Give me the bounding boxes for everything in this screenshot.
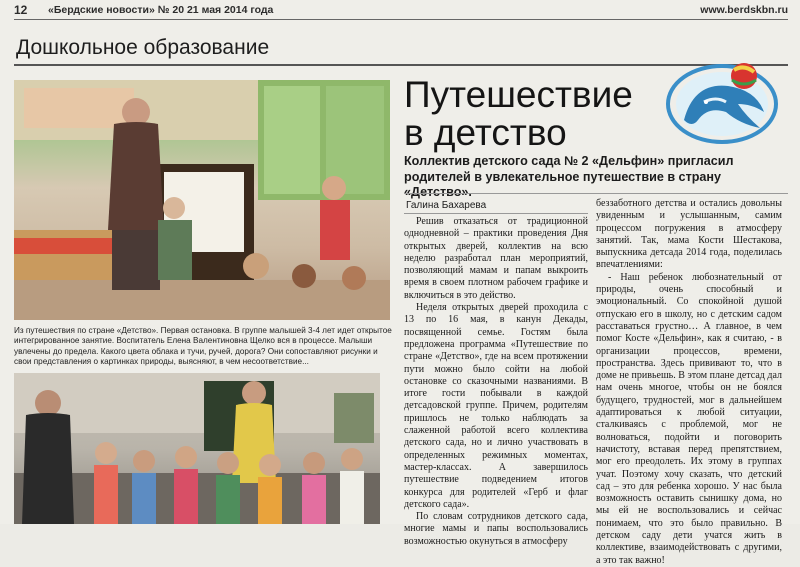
title-line-1: Путешествие xyxy=(404,74,633,115)
title-line-2: в детство xyxy=(404,112,567,153)
group-photo xyxy=(14,373,380,524)
paragraph: Неделя открытых дверей проходила с 13 по 16 мая, в канун Декады, посвященной семье. Гостям была предложена программа «Путешествие по стране «Детство», где на всем протяжении пути можно было сойти на любой остановке со сказочными названиями. В итоге гости побывали в каждой детсадовской группе. Причем, родителям пришлось не только наблюдать за слаженной работой всего коллектива детского сада, но и лично участвовать в определенных режимных моментах, мастер-классах. А завершилось путешествие подведением итогов конкурса для родителей «Герб и флаг детского сада». xyxy=(404,302,588,510)
photo-caption: Из путешествия по стране «Детство». Первая остановка. В группе малышей 3-4 лет идет открытое интегрированное занятие. Воспитатель Елена Валентиновна Щелко вся в процессе. Малыши увлечены до предела. Какого цвета облака и тучи, ручей, дорога? Они сопоставляют рисунки и свои представления о картинках природы, выясняют, в чем несоответствие... xyxy=(14,326,392,367)
paragraph: - Наш ребенок любознательный от природы, очень способный и эмоциональный. Со спокойной душой отпускаю его в школу, но с детским садом расставаться грустно… А главное, в чем помог Косте «Дельфин», как я считаю, - в организации процессов, времени, пространства. Здесь прививают то, что в доме не привьешь. В этом плане детсад дал нам очень многое, чтобы он не боялся будущего, трудностей, мог в дальнейшем адаптироваться к любой ситуации, сталкиваясь с проблемой, мог не волноваться, подойти и поговорить начистоту, вставая перед препятствием, мог его преодолеть. Их этому в группах учат. Поэтому хочу сказать, что детский сад – это для ребенка хорошо. У нас была возможность оставить сынишку дома, но мы ей не воспользовались и сейчас понимаем, что это было правильно. В детском саду дети учатся жить в коллективе, взаимодействовать с другими, а это так важно! xyxy=(596,271,782,566)
header-rule xyxy=(14,19,788,20)
article-lead: Коллектив детского сада № 2 «Дельфин» пригласил родителей в увлекательное путешествие в страну «Детство». xyxy=(404,154,734,199)
classroom-photo-illustration xyxy=(14,80,390,320)
author-rule xyxy=(404,213,588,214)
page-header xyxy=(14,2,788,18)
article-column-1 xyxy=(404,216,588,548)
paragraph: По словам сотрудников детского сада, многие мамы и папы воспользовались возможностью окунуться в атмосферу xyxy=(404,511,588,547)
dolphin-logo xyxy=(664,58,782,146)
lead-rule xyxy=(404,193,788,194)
article-title xyxy=(404,76,633,152)
section-title: Дошкольное образование xyxy=(16,36,270,59)
page-number: 12 xyxy=(14,3,28,17)
classroom-photo xyxy=(14,80,390,320)
site-url: www.berdskbn.ru xyxy=(700,4,788,16)
article-author: Галина Бахарева xyxy=(406,200,487,211)
issue-info: «Бердские новости» № 20 21 мая 2014 года xyxy=(48,4,274,16)
paragraph: беззаботного детства и остались довольны увиденным и услышанным, самим процессом погружения в атмосферу занятий. Так, мама Кости Шестакова, выпускника детсада 2014 года, поделилась впечатлениями: xyxy=(596,198,782,271)
dolphin-icon xyxy=(664,58,782,146)
article-column-2 xyxy=(596,198,782,567)
paragraph: Решив отказаться от традиционной однодневной – практики проведения Дня открытых дверей, коллектив на всю неделю разработал план мероприятий, позволяющий мамам и папам выкроить время в своем плотном рабочем графике и включиться в это действо. xyxy=(404,216,588,301)
group-photo-illustration xyxy=(14,373,380,524)
